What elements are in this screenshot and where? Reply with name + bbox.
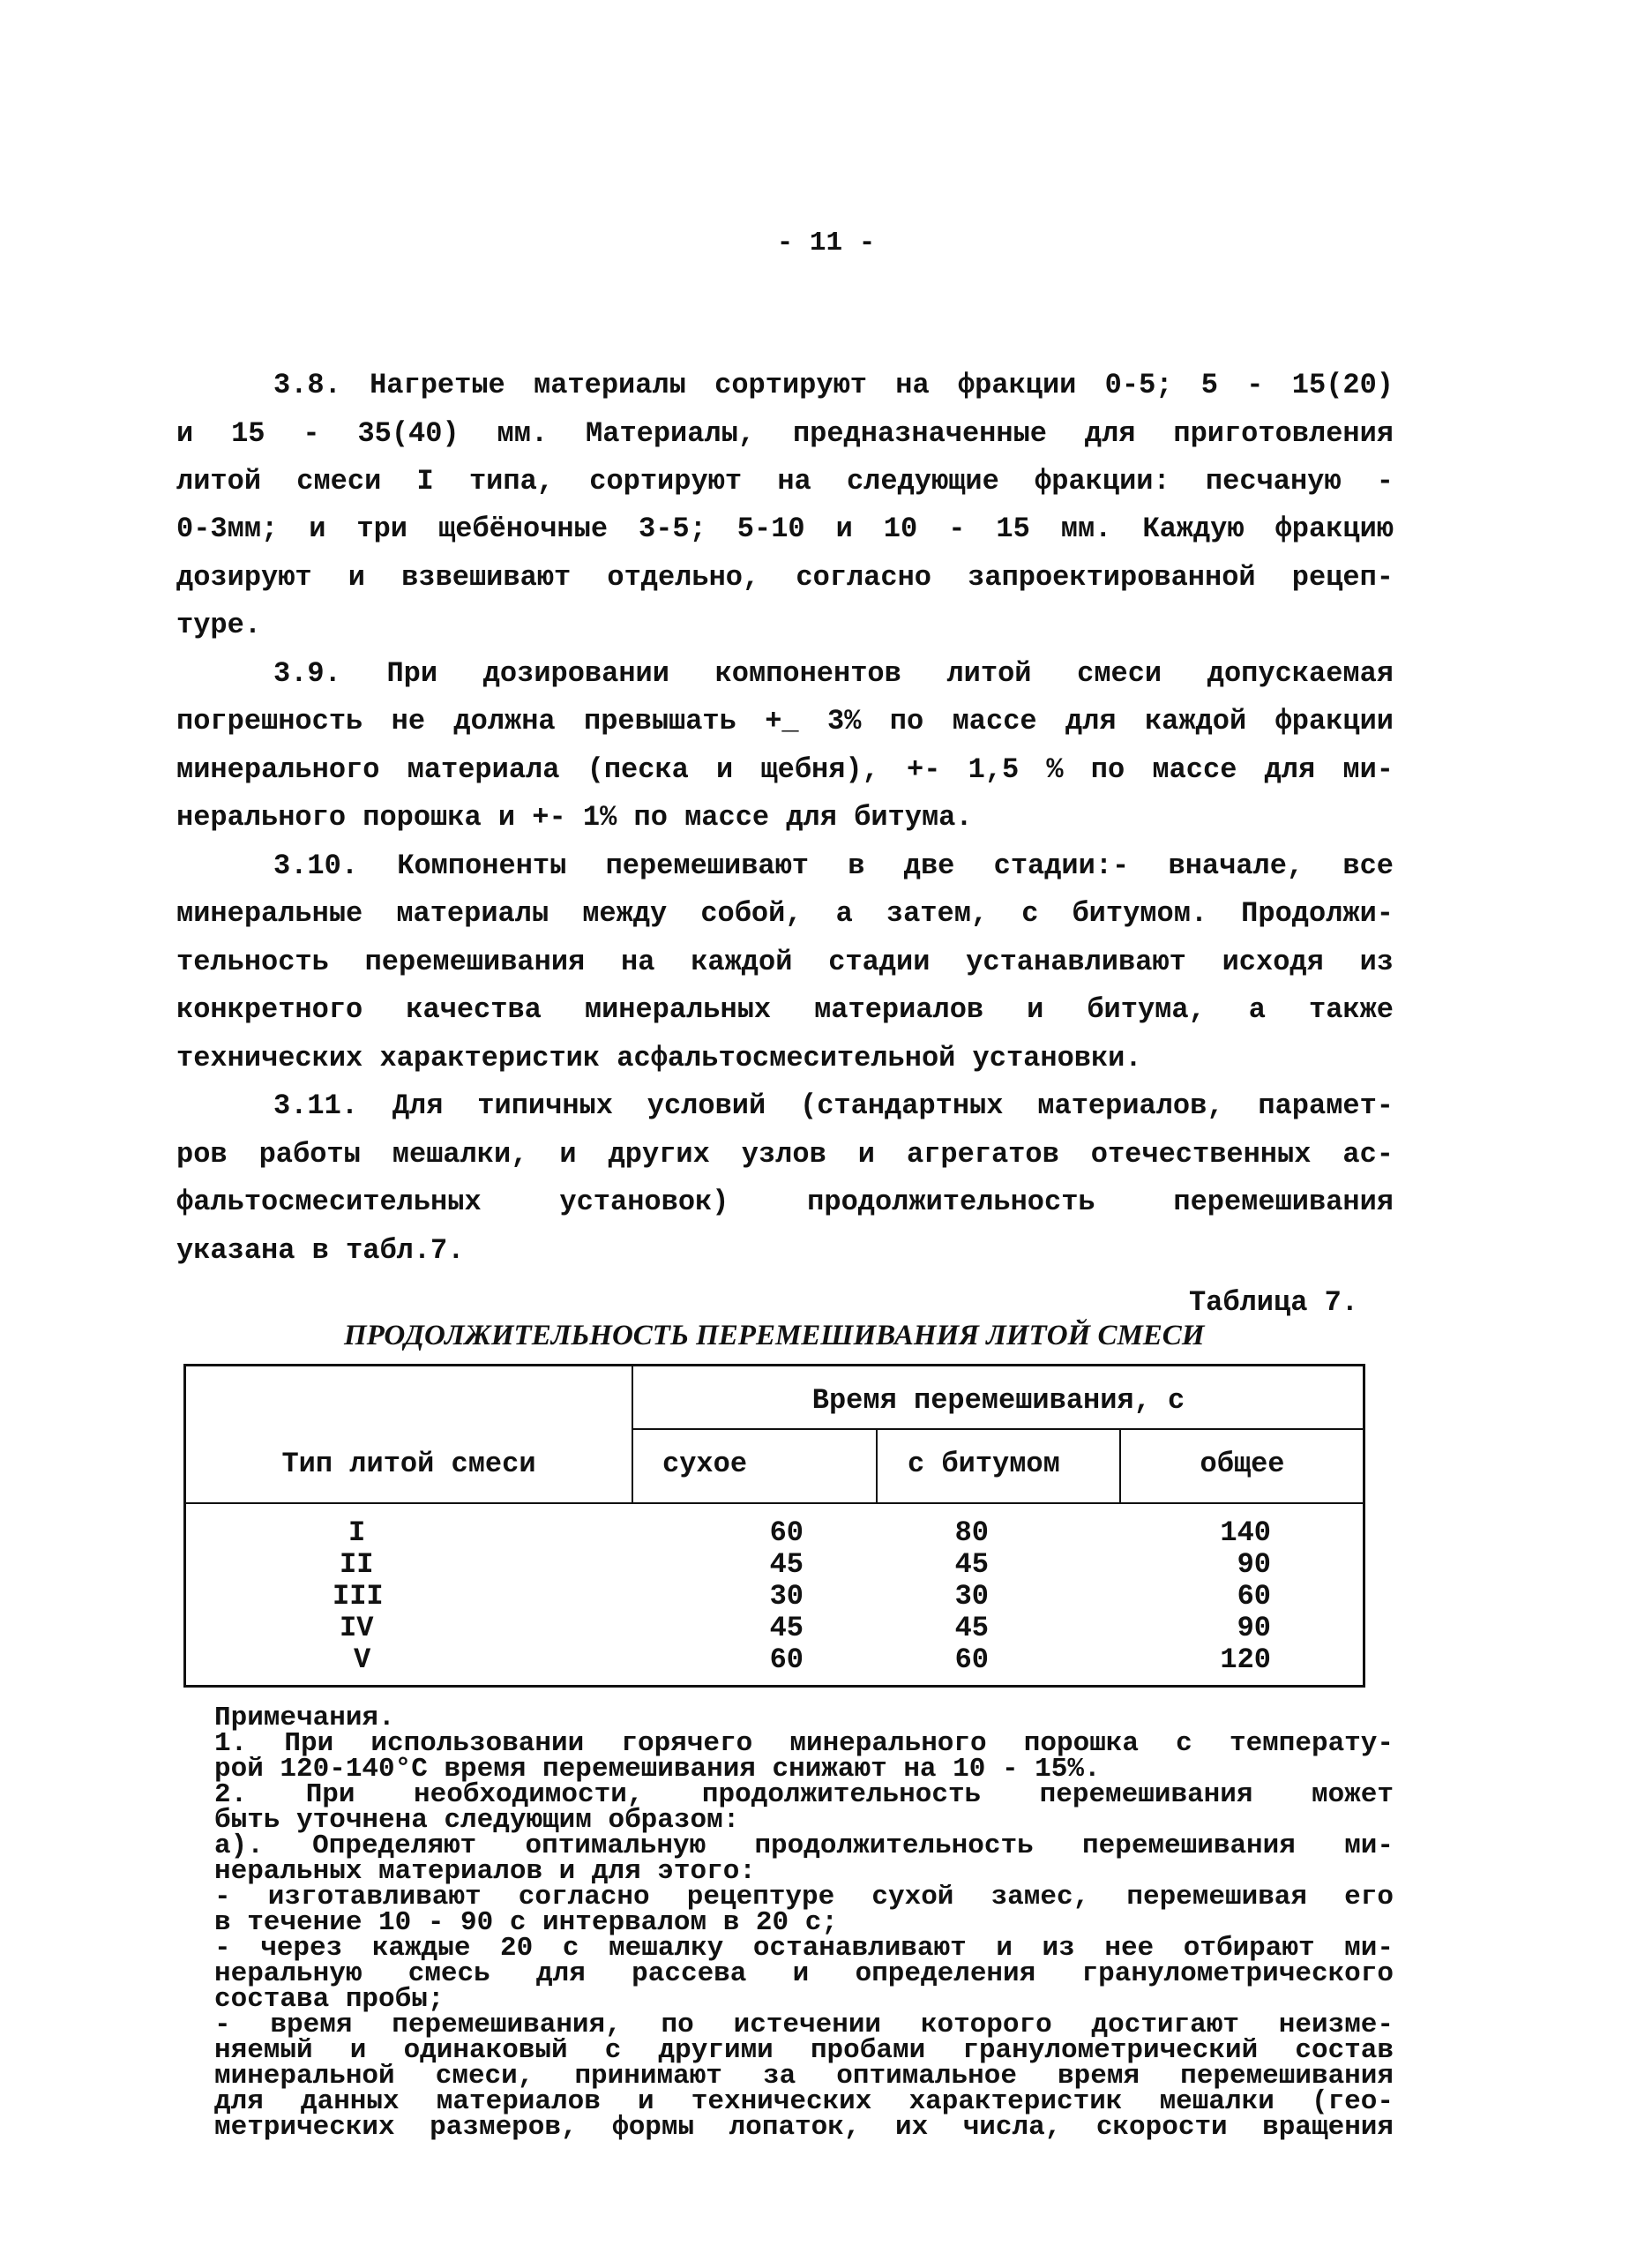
notes-line: неральную смесь для рассева и определения гранулометрического bbox=[214, 1958, 1394, 1989]
paragraph-3-10-line: минеральные материалы между собой, а затем, с битумом. Продолжи- bbox=[176, 897, 1394, 930]
paragraph-3-8-line: туре. bbox=[176, 609, 262, 641]
table-group-header: Время перемешивания, с bbox=[811, 1384, 1185, 1417]
notes-line: Примечания. bbox=[214, 1703, 395, 1733]
paragraph-3-9-line: погрешность не должна превышать +_ 3% по массе для каждой фракции bbox=[176, 705, 1394, 737]
row-total: 90 bbox=[1237, 1548, 1271, 1581]
notes-line: - через каждые 20 с мешалку останавливают и из нее отбирают ми- bbox=[214, 1933, 1394, 1964]
notes-line: - изготавливают согласно рецептуре сухой замес, перемешивая его bbox=[214, 1882, 1394, 1912]
page-number: - 11 - bbox=[776, 228, 876, 258]
paragraph-3-11-line: 3.11. Для типичных условий (стандартных материалов, парамет- bbox=[273, 1089, 1394, 1122]
notes-line: минеральной смеси, принимают за оптимальное время перемешивания bbox=[214, 2061, 1394, 2092]
paragraph-3-8-line: дозируют и взвешивают отдельно, согласно запроектированной рецеп- bbox=[176, 561, 1394, 594]
paragraph-3-10-line: конкретного качества минеральных материалов и битума, а также bbox=[176, 993, 1394, 1026]
paragraph-3-9-line: нерального порошка и +- 1% по массе для битума. bbox=[176, 801, 973, 834]
row-type: II bbox=[340, 1548, 374, 1581]
row-type: IV bbox=[340, 1612, 374, 1644]
row-bitumen: 60 bbox=[954, 1643, 989, 1676]
paragraph-3-11-line: фальтосмесительных установок) продолжительность перемешивания bbox=[176, 1186, 1394, 1218]
paragraph-3-10-line: тельность перемешивания на каждой стадии устанавливают исходя из bbox=[176, 946, 1394, 978]
table-title: ПРОДОЛЖИТЕЛЬНОСТЬ ПЕРЕМЕШИВАНИЯ ЛИТОЙ СМЕСИ bbox=[344, 1320, 1205, 1351]
paragraph-3-11-line: указана в табл.7. bbox=[176, 1234, 465, 1267]
paragraph-3-8-line: литой смеси I типа, сортируют на следующие фракции: песчаную - bbox=[176, 465, 1394, 498]
table-divider bbox=[632, 1428, 1365, 1430]
notes-line: - время перемешивания, по истечении которого достигают неизме- bbox=[214, 2010, 1394, 2040]
paragraph-3-9-line: минерального материала (песка и щебня), +- 1,5 % по массе для ми- bbox=[176, 753, 1394, 786]
notes-line: в течение 10 - 90 с интервалом в 20 с; bbox=[214, 1907, 838, 1938]
notes-line: неральных материалов и для этого: bbox=[214, 1856, 756, 1887]
notes-line: няемый и одинаковый с другими пробами гранулометрический состав bbox=[214, 2035, 1394, 2066]
row-dry: 60 bbox=[769, 1643, 804, 1676]
row-dry: 45 bbox=[769, 1612, 804, 1644]
row-dry: 30 bbox=[769, 1580, 804, 1613]
row-type: V bbox=[354, 1643, 371, 1676]
paragraph-3-10-line: технических характеристик асфальтосмесительной установки. bbox=[176, 1042, 1142, 1074]
notes-line: 2. При необходимости, продолжительность перемешивания может bbox=[214, 1779, 1394, 1810]
notes-line: метрических размеров, формы лопаток, их числа, скорости вращения bbox=[214, 2112, 1394, 2143]
table-row-header: Тип литой смеси bbox=[281, 1448, 536, 1480]
table-caption: Таблица 7. bbox=[1188, 1286, 1358, 1319]
notes-line: а). Определяют оптимальную продолжительность перемешивания ми- bbox=[214, 1830, 1394, 1861]
row-bitumen: 45 bbox=[954, 1548, 989, 1581]
row-total: 90 bbox=[1237, 1612, 1271, 1644]
paragraph-3-8-line: 3.8. Нагретые материалы сортируют на фракции 0-5; 5 - 15(20) bbox=[273, 369, 1394, 401]
table-divider bbox=[876, 1428, 878, 1502]
paragraph-3-11-line: ров работы мешалки, и других узлов и агрегатов отечественных ас- bbox=[176, 1138, 1394, 1171]
paragraph-3-8-line: 0-3мм; и три щебёночные 3-5; 5-10 и 10 - 15 мм. Каждую фракцию bbox=[176, 513, 1394, 545]
notes-line: быть уточнена следующим образом: bbox=[214, 1805, 740, 1836]
row-total: 120 bbox=[1220, 1643, 1271, 1676]
mixing-time-table bbox=[183, 1364, 1365, 1688]
row-total: 60 bbox=[1237, 1580, 1271, 1613]
paragraph-3-8-line: и 15 - 35(40) мм. Материалы, предназначенные для приготовления bbox=[176, 417, 1394, 450]
notes-line: рой 120-140°С время перемешивания снижают на 10 - 15%. bbox=[214, 1754, 1101, 1785]
row-type: III bbox=[333, 1580, 384, 1613]
column-header-bitumen: с битумом bbox=[908, 1448, 1060, 1480]
column-header-dry: сухое bbox=[662, 1448, 748, 1480]
row-dry: 45 bbox=[769, 1548, 804, 1581]
notes-line: 1. При использовании горячего минерального порошка с температу- bbox=[214, 1728, 1394, 1759]
paragraph-3-10-line: 3.10. Компоненты перемешивают в две стадии:- вначале, все bbox=[273, 850, 1394, 882]
row-total: 140 bbox=[1220, 1516, 1271, 1549]
row-type: I bbox=[348, 1516, 366, 1549]
row-dry: 60 bbox=[769, 1516, 804, 1549]
row-bitumen: 30 bbox=[954, 1580, 989, 1613]
paragraph-3-9-line: 3.9. При дозировании компонентов литой смеси допускаемая bbox=[273, 657, 1394, 690]
notes-line: для данных материалов и технических характеристик мешалки (гео- bbox=[214, 2086, 1394, 2117]
table-divider bbox=[186, 1502, 1365, 1504]
notes-line: состава пробы; bbox=[214, 1984, 445, 2015]
row-bitumen: 45 bbox=[954, 1612, 989, 1644]
row-bitumen: 80 bbox=[954, 1516, 989, 1549]
column-header-total: общее bbox=[1200, 1448, 1285, 1480]
